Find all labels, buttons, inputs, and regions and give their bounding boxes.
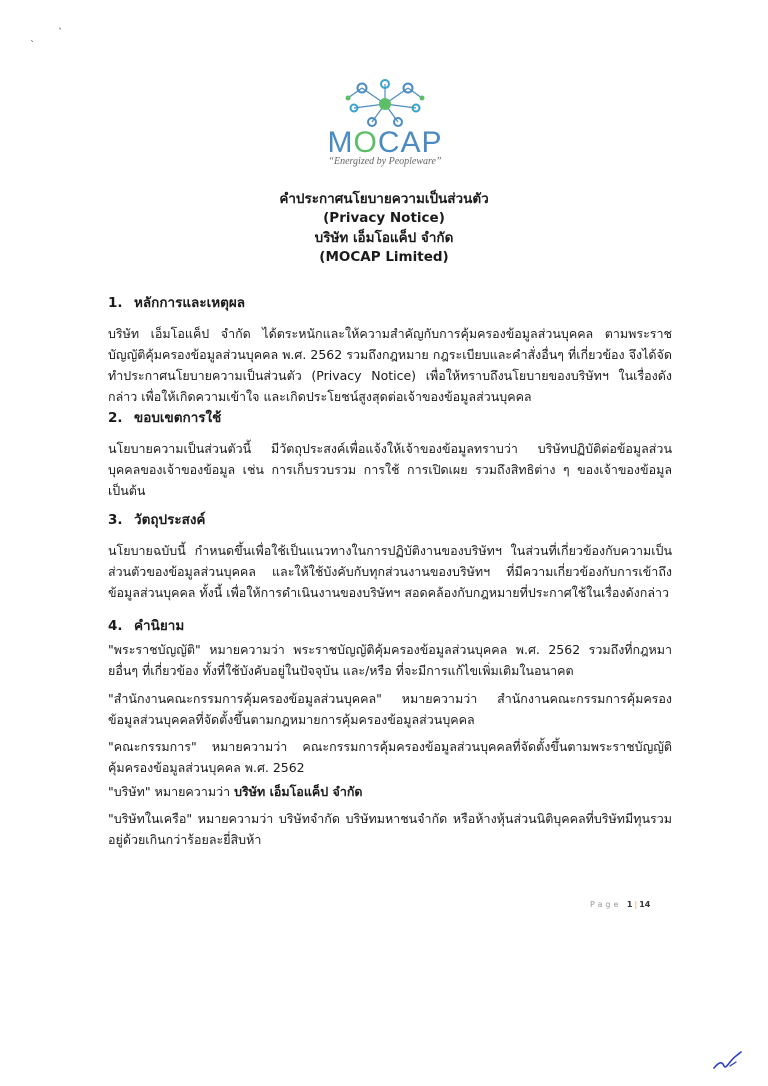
section-objectives	[108, 508, 672, 603]
definition-text: หมายความว่า สำนักงานคณะกรรมการคุ้มครองข้อมูลส่วนบุคคลที่จัดตั้งขึ้นตามกฎหมายการคุ้มครองข้อมูลส่วนบุคคล	[108, 691, 672, 727]
definition-text: หมายความว่า พระราชบัญญัติคุ้มครองข้อมูลส่วนบุคคล พ.ศ. 2562 รวมถึงที่กฎหมายอื่นๆ ที่เกี่ยวข้อง ทั้งที่ใช้บังคับอยู่ในปัจจุบัน และ/หรือ ที่จะมีการแก้ไขเพิ่มเติมในอนาคต	[108, 642, 672, 678]
section-heading	[108, 291, 672, 313]
definition-term: "บริษัท"	[108, 784, 151, 799]
logo-wordmark-part: M	[327, 126, 354, 159]
page-word: Page	[590, 900, 622, 909]
definition-text: หมายความว่า คณะกรรมการคุ้มครองข้อมูลส่วนบุคคลที่จัดตั้งขึ้นตามพระราชบัญญัติคุ้มครองข้อมูลส่วนบุคคล พ.ศ. 2562	[108, 739, 672, 775]
section-body: บริษัท เอ็มโอแค็ป จำกัด ได้ตระหนักและให้ความสำคัญกับการคุ้มครองข้อมูลส่วนบุคคล ตามพระราชบัญญัติคุ้มครองข้อมูลส่วนบุคคล พ.ศ. 2562 รวมถึงกฎหมาย กฎระเบียบและคำสั่งอื่นๆ ที่เกี่ยวข้อง จึงได้จัดทำประกาศนโยบายความเป็นส่วนตัว (Privacy Notice) เพื่อให้ทราบถึงนโยบายของบริษัทฯ ในเรื่องดังกล่าว เพื่อให้เกิดความเข้าใจ และเกิดประโยชน์สูงสุดต่อเจ้าของข้อมูลส่วนบุคคล	[108, 326, 672, 404]
section-heading	[108, 508, 672, 530]
section-body: นโยบายความเป็นส่วนตัวนี้ มีวัตถุประสงค์เพื่อแจ้งให้เจ้าของข้อมูลทราบว่า บริษัทปฏิบัติต่อข้อมูลส่วนบุคคลของเจ้าของข้อมูล เช่น การเก็บรวบรวม การใช้ การเปิดเผย รวมถึงสิทธิต่าง ๆ ของเจ้าของข้อมูลเป็นต้น	[108, 441, 672, 498]
company-logo	[300, 78, 470, 170]
molecule-network-icon	[338, 78, 432, 130]
section-number: 4.	[108, 618, 123, 634]
definition-term: "คณะกรรมการ"	[108, 739, 197, 754]
section-number: 2.	[108, 410, 123, 426]
logo-wordmark-o: O	[353, 126, 378, 159]
section-title: คำนิยาม	[134, 618, 185, 634]
definition-item	[108, 688, 672, 730]
section-scope	[108, 406, 672, 501]
section-body: นโยบายฉบับนี้ กำหนดขึ้นเพื่อใช้เป็นแนวทางในการปฏิบัติงานของบริษัทฯ ในส่วนที่เกี่ยวข้องกับความเป็นส่วนตัวของข้อมูลส่วนบุคคล และให้ใช้บังคับกับทุกส่วนงานของบริษัทฯ ที่มีความเกี่ยวข้องกับการเข้าถึงข้อมูลส่วนบุคคล ทั้งนี้ เพื่อให้การดำเนินงานของบริษัทฯ สอดคล้องกับกฎหมายที่ประกาศใช้ในเรื่องดังกล่าว	[108, 543, 672, 600]
section-definitions	[108, 614, 672, 636]
definition-term: "บริษัทในเครือ"	[108, 811, 193, 826]
scan-mark: `	[30, 40, 35, 51]
company-name-english: (MOCAP Limited)	[319, 249, 449, 265]
definition-item	[108, 736, 672, 778]
section-number: 3.	[108, 512, 123, 528]
company-name-block	[0, 229, 768, 267]
section-title: หลักการและเหตุผล	[134, 295, 246, 311]
page-current: 1	[626, 900, 633, 909]
section-heading	[108, 614, 672, 636]
logo-wordmark-part: CAP	[377, 126, 443, 159]
page-separator: |	[634, 900, 638, 909]
section-number: 1.	[108, 295, 123, 311]
company-name-thai: บริษัท เอ็มโอแค็ป จำกัด	[314, 230, 454, 246]
logo-wordmark	[300, 126, 470, 160]
definition-item	[108, 639, 672, 681]
section-title: ขอบเขตการใช้	[134, 410, 222, 426]
page-total: 14	[639, 900, 651, 909]
logo-tagline: “Energized by Peopleware”	[328, 156, 442, 167]
definition-item	[108, 781, 672, 802]
section-title: วัตถุประสงค์	[134, 512, 206, 528]
section-principles	[108, 291, 672, 407]
definition-term: "พระราชบัญญัติ"	[108, 642, 201, 657]
definition-item	[108, 808, 672, 850]
definition-term: "สำนักงานคณะกรรมการคุ้มครองข้อมูลส่วนบุคคล"	[108, 691, 382, 706]
definition-text: หมายความว่า บริษัทจำกัด บริษัทมหาชนจำกัด หรือห้างหุ้นส่วนนิติบุคคลที่บริษัทมีทุนรวมอยู่ด้วยเกินกว่าร้อยละยี่สิบห้า	[108, 811, 672, 847]
section-heading	[108, 406, 672, 428]
notice-title-english: (Privacy Notice)	[323, 210, 445, 226]
scan-mark: ˴	[58, 20, 62, 34]
definition-text: หมายความว่า	[150, 784, 235, 799]
notice-title-thai: คำประกาศนโยบายความเป็นส่วนตัว	[279, 191, 489, 207]
pen-signature-mark	[710, 1048, 746, 1074]
notice-title-block	[0, 190, 768, 228]
definition-strong: บริษัท เอ็มโอแค็ป จำกัด	[234, 784, 363, 799]
page-footer	[590, 900, 650, 909]
